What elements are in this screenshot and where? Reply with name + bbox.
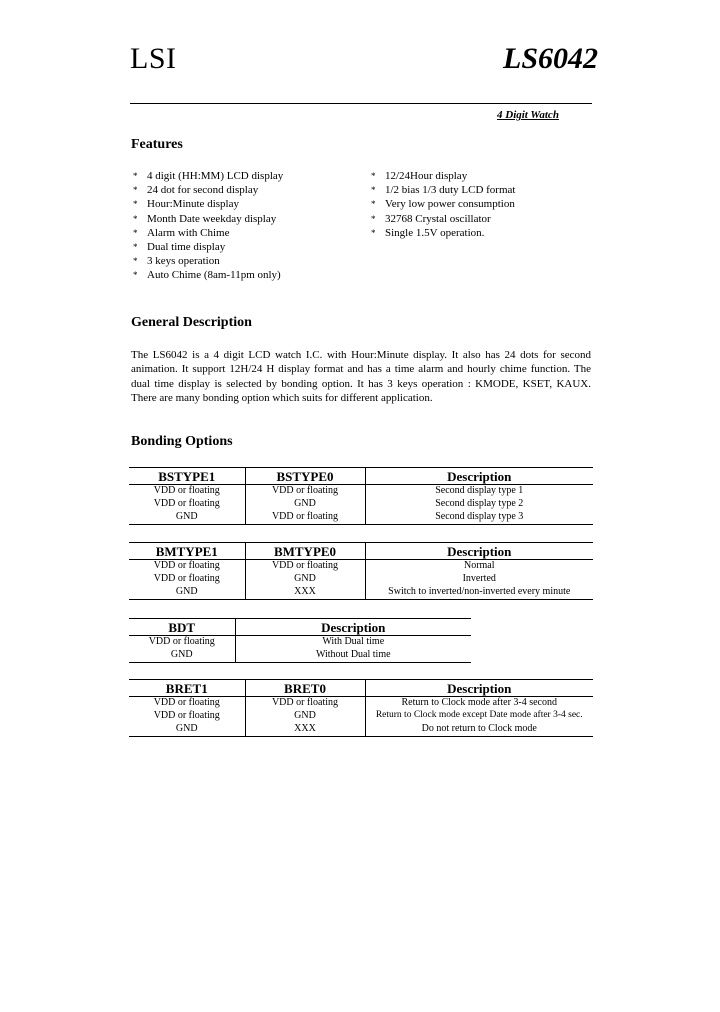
- column-header: BDT: [129, 619, 235, 636]
- table-row: [129, 697, 593, 711]
- column-header: Description: [365, 543, 593, 560]
- bstype-table: [129, 467, 593, 525]
- table-cell: Return to Clock mode except Date mode after 3-4 sec.: [375, 710, 583, 721]
- table-cell: GND: [245, 498, 365, 511]
- table-cell: Second display type 3: [365, 511, 593, 525]
- feature-text: Month Date weekday display: [147, 212, 277, 225]
- table-cell: GND: [129, 586, 245, 600]
- table-cell: With Dual time: [322, 636, 385, 647]
- general-description-heading: General Description: [131, 315, 252, 330]
- table-cell: VDD or floating: [245, 697, 365, 711]
- part-number: LS6042: [503, 42, 599, 75]
- table-cell: Without Dual time: [235, 649, 471, 663]
- feature-text: Hour:Minute display: [147, 198, 239, 211]
- bullet-icon: *: [133, 199, 138, 210]
- table-row: [129, 710, 593, 723]
- features-heading: Features: [131, 137, 183, 152]
- feature-item: [133, 169, 283, 183]
- feature-item: [371, 212, 515, 226]
- feature-text: Very low power consumption: [385, 198, 515, 211]
- table-row: [129, 636, 471, 650]
- feature-item: [133, 183, 283, 197]
- bullet-icon: *: [133, 227, 138, 238]
- table-cell: VDD or floating: [245, 560, 365, 574]
- feature-text: 24 dot for second display: [147, 184, 259, 197]
- column-header: Description: [235, 619, 471, 636]
- table-cell: Do not return to Clock mode: [365, 723, 593, 737]
- feature-text: 4 digit (HH:MM) LCD display: [147, 170, 284, 182]
- table-cell: Switch to inverted/non-inverted every minute: [365, 586, 593, 600]
- table-cell: XXX: [245, 723, 365, 737]
- table-cell: VDD or floating: [245, 511, 365, 525]
- header-divider: [130, 103, 592, 104]
- table-cell: Normal: [463, 560, 495, 571]
- bullet-icon: *: [133, 171, 138, 181]
- bullet-icon: *: [371, 227, 376, 238]
- table-cell: XXX: [245, 586, 365, 600]
- feature-text: 12/24Hour display: [385, 170, 468, 182]
- column-header: BSTYPE1: [129, 468, 245, 485]
- column-header: BSTYPE0: [245, 468, 365, 485]
- feature-item: [133, 254, 283, 268]
- bullet-icon: *: [133, 270, 138, 281]
- table-cell: GND: [245, 710, 365, 723]
- general-description-text: The LS6042 is a 4 digit LCD watch I.C. with Hour:Minute display. It also has 24 dots for second animation. It support 12H/24 H display format and has a time alarm and hourly chime function. The dual time display is selected by bonding option. It has 3 keys operation : KMODE, KSET, KAUX. There are many bonding option which suits for different application.: [131, 349, 591, 404]
- column-header: BRET1: [129, 680, 245, 697]
- feature-item: [133, 268, 283, 282]
- bret-table: [129, 679, 593, 737]
- bullet-icon: *: [133, 256, 138, 267]
- table-row: [129, 511, 593, 525]
- bdt-table: [129, 618, 471, 663]
- table-cell: Inverted: [462, 573, 496, 584]
- table-row: [129, 485, 593, 499]
- table-cell: VDD or floating: [129, 560, 245, 574]
- table-cell: GND: [129, 723, 245, 737]
- bullet-icon: *: [371, 185, 376, 196]
- feature-text: 1/2 bias 1/3 duty LCD format: [385, 184, 516, 197]
- feature-item: [371, 197, 515, 211]
- features-list-right: [371, 169, 515, 240]
- table-cell: VDD or floating: [129, 710, 245, 723]
- table-row: [129, 573, 593, 586]
- feature-text: Alarm with Chime: [147, 226, 230, 239]
- bullet-icon: *: [133, 242, 138, 253]
- document-subtitle: 4 Digit Watch: [497, 109, 559, 121]
- column-header: BRET0: [245, 680, 365, 697]
- bullet-icon: *: [371, 171, 376, 181]
- table-header-row: [129, 619, 471, 636]
- table-cell: VDD or floating: [129, 485, 245, 499]
- table-cell: VDD or floating: [129, 498, 245, 511]
- bullet-icon: *: [371, 213, 376, 224]
- features-list-left: [133, 169, 283, 283]
- feature-item: [133, 226, 283, 240]
- table-cell: Second display type 2: [435, 498, 524, 509]
- feature-item: [371, 226, 515, 240]
- feature-text: Dual time display: [147, 241, 226, 254]
- table-cell: VDD or floating: [129, 697, 245, 711]
- column-header: BMTYPE0: [245, 543, 365, 560]
- feature-text: 32768 Crystal oscillator: [385, 212, 491, 225]
- bonding-options-heading: Bonding Options: [131, 434, 233, 449]
- feature-text: Single 1.5V operation.: [385, 226, 485, 239]
- bullet-icon: *: [133, 185, 138, 196]
- table-row: [129, 560, 593, 574]
- table-cell: Second display type 1: [435, 485, 524, 496]
- feature-text: Auto Chime (8am-11pm only): [147, 269, 281, 282]
- table-row: [129, 723, 593, 737]
- table-header-row: [129, 680, 593, 697]
- feature-item: [133, 197, 283, 211]
- table-header-row: [129, 468, 593, 485]
- table-cell: GND: [129, 649, 235, 663]
- table-cell: Return to Clock mode after 3-4 second: [401, 697, 557, 708]
- column-header: Description: [365, 468, 593, 485]
- feature-item: [371, 183, 515, 197]
- table-cell: VDD or floating: [245, 485, 365, 499]
- bmtype-table: [129, 542, 593, 600]
- feature-item: [371, 169, 515, 183]
- feature-item: [133, 240, 283, 254]
- table-cell: VDD or floating: [129, 636, 235, 650]
- column-header: Description: [365, 680, 593, 697]
- column-header: BMTYPE1: [129, 543, 245, 560]
- table-header-row: [129, 543, 593, 560]
- table-row: [129, 586, 593, 600]
- table-row: [129, 498, 593, 511]
- table-cell: VDD or floating: [129, 573, 245, 586]
- feature-item: [133, 212, 283, 226]
- bullet-icon: *: [133, 213, 138, 224]
- table-cell: GND: [129, 511, 245, 525]
- company-logo-text: LSI: [130, 42, 177, 75]
- bullet-icon: *: [371, 199, 376, 210]
- feature-text: 3 keys operation: [147, 255, 220, 268]
- table-cell: GND: [245, 573, 365, 586]
- table-row: [129, 649, 471, 663]
